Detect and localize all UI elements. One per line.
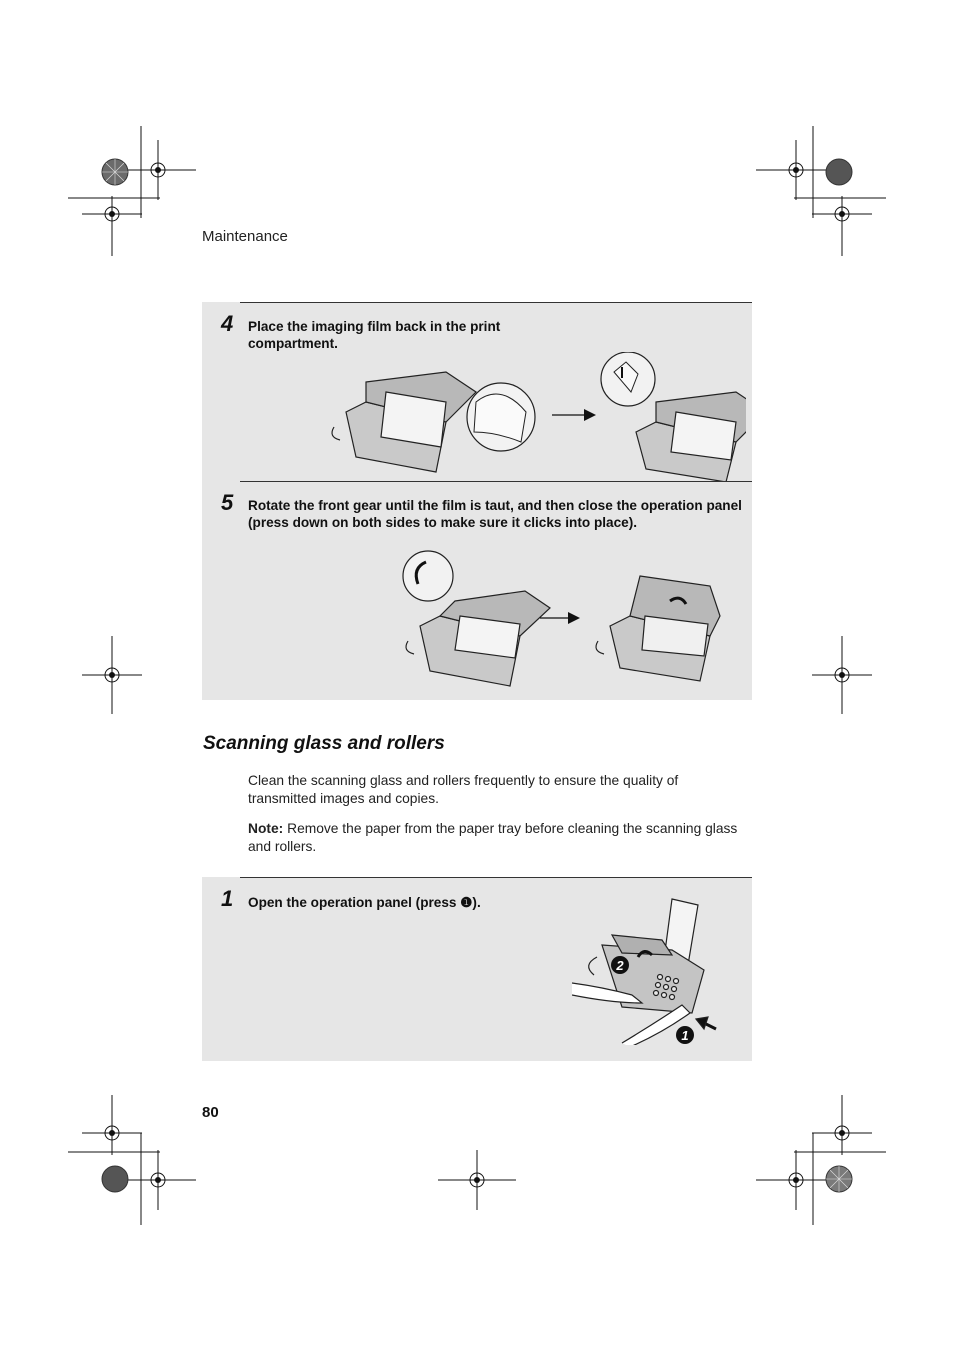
running-header: Maintenance: [202, 228, 288, 245]
step-4-rule: [240, 302, 752, 303]
section-title: Scanning glass and rollers: [203, 733, 445, 754]
note-text: Remove the paper from the paper tray before cleaning the scanning glass and rollers.: [248, 821, 738, 854]
section-intro: Clean the scanning glass and rollers frequently to ensure the quality of transmitted images and copies.: [248, 773, 679, 806]
step-4-text: Place the imaging film back in the print compartment.: [248, 319, 501, 351]
steps-panel-top: [202, 302, 752, 700]
step-1-rule: [240, 877, 752, 878]
note-label: Note:: [248, 821, 284, 836]
step-4-illustration: [326, 352, 746, 482]
page-number: 80: [202, 1104, 219, 1121]
step-1-text: Open the operation panel (press ❶).: [248, 895, 481, 910]
callout-two-label: 2: [616, 958, 624, 973]
step-5-illustration: [400, 546, 730, 694]
step-1-number: 1: [221, 886, 234, 911]
step-4-number: 4: [221, 311, 234, 336]
step-5-text: Rotate the front gear until the film is taut, and then close the operation panel (press down on both sides to make sure it clicks into place).: [248, 498, 742, 530]
callout-one-label: 1: [681, 1028, 689, 1043]
step-5-number: 5: [221, 490, 234, 515]
step-1-illustration: [572, 895, 732, 1045]
steps-panel-bottom: [202, 877, 752, 1061]
step-5-rule: [240, 481, 752, 482]
section-note: [248, 820, 748, 856]
